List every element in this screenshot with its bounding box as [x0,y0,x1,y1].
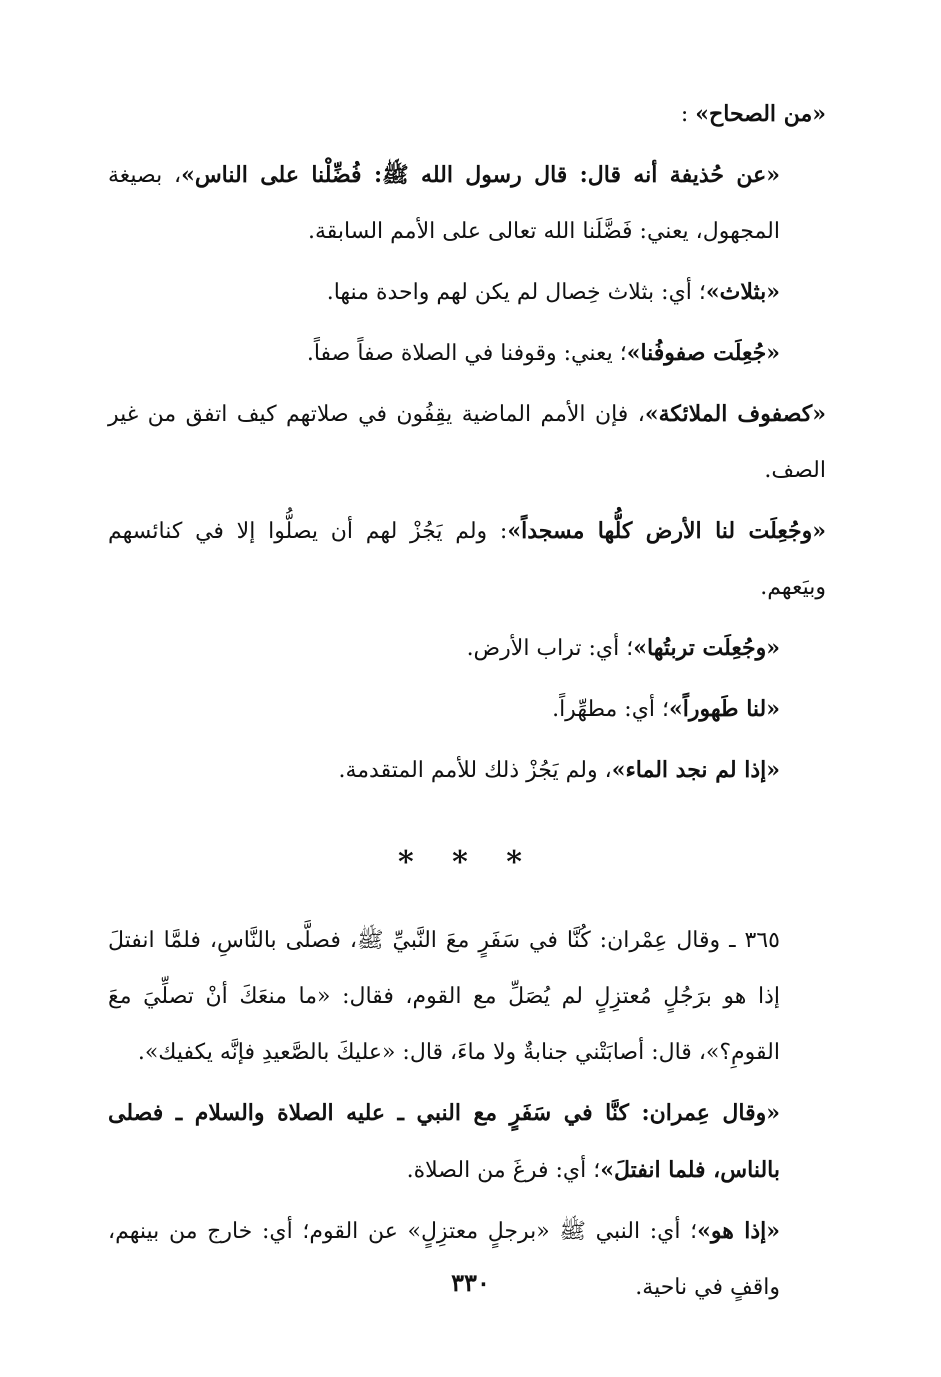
commentary-paragraph [108,1085,780,1199]
commentary-paragraph [108,681,780,738]
page-number: ٣٣٠ [451,1268,490,1297]
commentary-paragraph [108,620,780,677]
explanation-text: ؛ أي: النبي ﷺ «برجلٍ معتزِلٍ» عن القوم؛ أي: خارج من بينهم، واقفٍ في ناحية. [108,1219,780,1300]
commentary-paragraph [108,742,780,799]
explanation-text: ؛ أي: فرغَ من الصلاة. [406,1158,601,1183]
quoted-text: «بثلاث» [705,279,780,305]
quoted-text: «وجُعِلَت تربتُها» [633,635,780,661]
explanation-text: ؛ أي: مطهِّراً. [552,697,670,722]
commentary-paragraph [108,1203,780,1316]
explanation-text: ؛ أي: بثلاث خِصال لم يكن لهم واحدة منها. [326,280,706,305]
quoted-text: «إذا لم نجد الماء» [611,757,780,783]
heading-bold: «من الصحاح» [695,101,826,127]
explanation-text: ؛ يعني: وقوفنا في الصلاة صفاً صفاً. [306,341,627,366]
explanation-text: ، ولم يَجُزْ ذلك للأمم المتقدمة. [338,758,612,783]
section-separator: * * * [398,845,536,880]
hadith-text: ٣٦٥ ـ وقال عِمْران: كُنَّا في سَفَرٍ معَ النَّبيِّ ﷺ، فصلَّى بالنَّاسِ، فلمَّا انفتلَ إذا هو برَجُلٍ مُعتزِلٍ لم يُصَلِّ مع القوم، فقال: «ما منعَكَ أنْ تصلِّيَ معَ القومِ؟»، قال: أصابَتْني جنابةٌ ولا ماءَ، قال: «عليكَ بالصَّعيدِ فإنَّه يكفيك». [108,928,780,1065]
explanation-text: ، بصيغة المجهول، يعني: فَضَّلَنا الله تعالى على الأمم السابقة. [108,163,780,244]
quoted-text: «جُعِلَت صفوفُنا» [626,340,780,366]
quoted-text: «وجُعِلَت لنا الأرض كلُّها مسجداً» [507,518,826,544]
commentary-paragraph [108,264,780,321]
heading-text: : [680,102,689,127]
quoted-text: «وقال عِمران: كنَّا في سَفَرٍ مع النبي ـ عليه الصلاة والسلام ـ فصلى بالناس، فلما انفتلَ» [108,1100,780,1183]
commentary-paragraph [108,386,826,499]
quoted-text: «كصفوف الملائكة» [644,401,826,427]
quoted-text: «عن حُذيفة أنه قال: قال رسول الله ﷺ: فُضِّلْنا على الناس» [181,162,781,188]
explanation-text: : ولم يَجُزْ لهم أن يصلُّوا إلا في كنائسهم وبيَعهم. [108,519,826,600]
commentary-paragraph [108,503,826,616]
commentary-paragraph [108,147,780,260]
quoted-text: «لنا طَهوراً» [669,696,780,722]
section-heading [108,86,826,143]
explanation-text: ؛ أي: تراب الأرض. [466,636,634,661]
commentary-paragraph [108,325,780,382]
quoted-text: «إذا هو» [697,1218,780,1244]
explanation-text: ، فإن الأمم الماضية يقِفُون في صلاتهم كيف اتفق من غير الصف. [108,402,826,483]
